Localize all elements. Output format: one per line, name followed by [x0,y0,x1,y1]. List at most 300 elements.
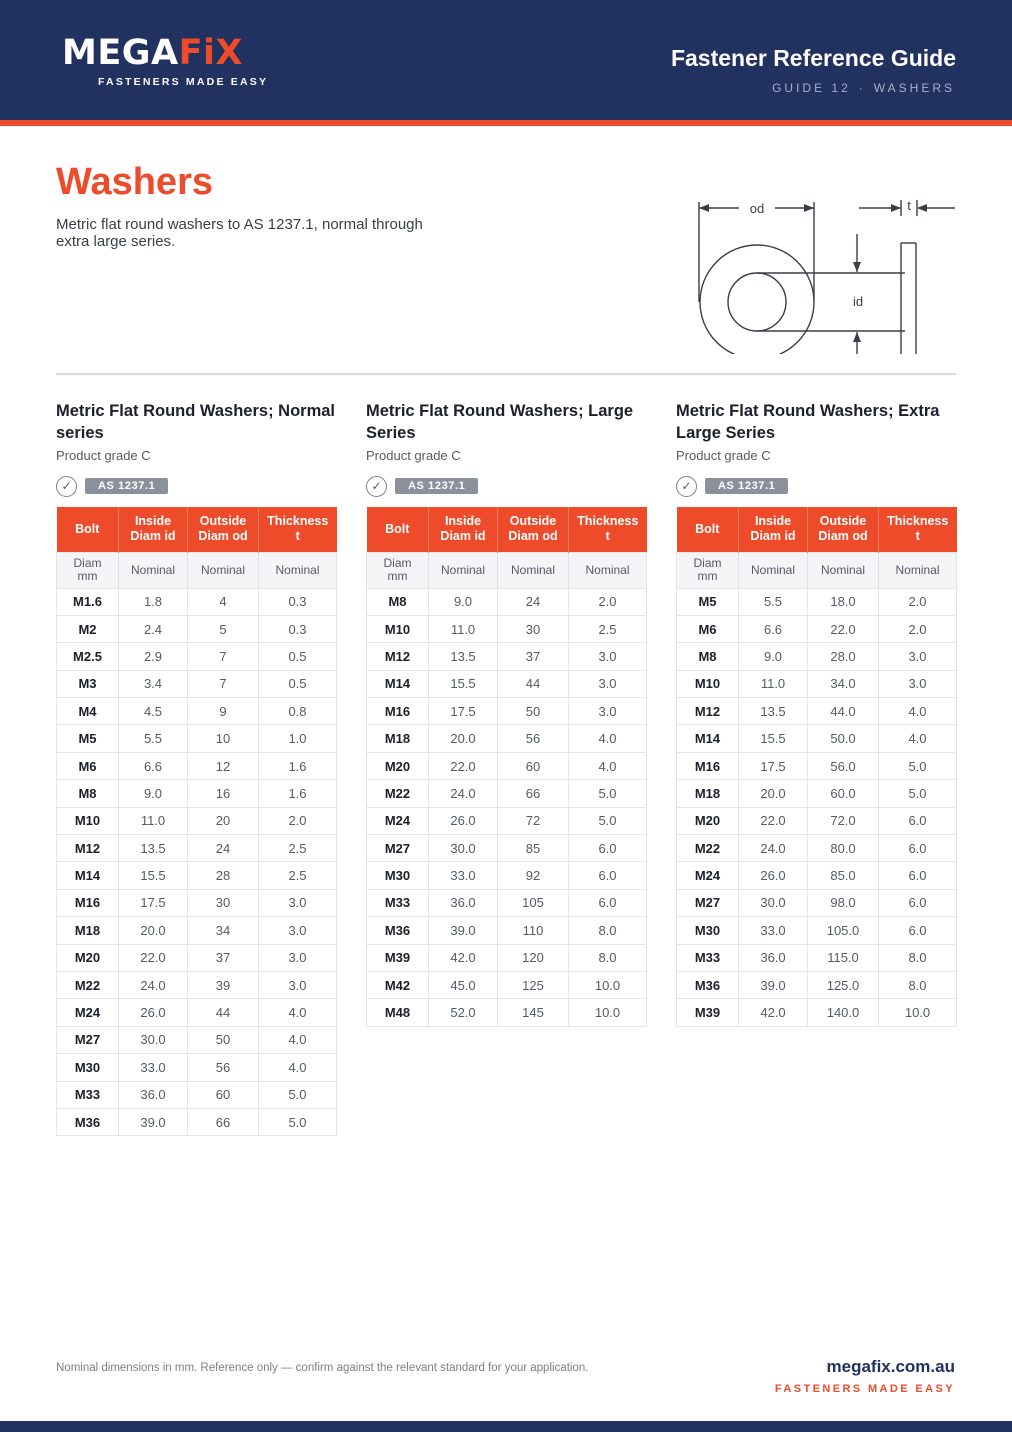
value-cell: 0.5 [259,670,337,697]
table-row [57,752,337,779]
column-header [739,507,808,552]
bolt-size-cell: M36 [57,1108,119,1135]
bolt-size-cell: M33 [57,1081,119,1108]
bolt-size-cell: M18 [677,780,739,807]
table-title: Metric Flat Round Washers; Normal series [56,402,336,442]
value-cell: 11.0 [119,807,188,834]
value-cell: 3.0 [259,917,337,944]
standard-badge: AS 1237.1 [705,478,788,494]
t-label: t [907,198,911,213]
value-cell: 98.0 [808,889,879,916]
table-row [57,862,337,889]
unit-line: Nominal [585,562,630,577]
bolt-size-cell: M6 [57,752,119,779]
value-cell: 30.0 [429,835,498,862]
value-cell: 6.0 [879,807,957,834]
column-header-line: t [915,529,920,544]
table-row [677,698,957,725]
value-cell: 34 [188,917,259,944]
unit-line: Nominal [275,562,320,577]
table-row [677,862,957,889]
od-label: od [749,201,765,216]
column-header-line: Thickness [577,514,639,529]
column-header-line: Inside [444,514,482,529]
value-cell: 37 [498,643,569,670]
value-cell: 1.6 [259,752,337,779]
value-cell: 36.0 [429,889,498,916]
standard-row [366,475,646,497]
value-cell: 105 [498,889,569,916]
table-row [367,670,647,697]
value-cell: 10.0 [569,999,647,1026]
value-cell: 66 [498,780,569,807]
unit-line: Nominal [440,562,485,577]
unit-line: Nominal [130,562,175,577]
footer-bar [0,1421,1012,1432]
value-cell: 80.0 [808,835,879,862]
normal-series-table [56,507,337,1136]
value-cell: 6.0 [879,889,957,916]
bolt-size-cell: M6 [677,615,739,642]
table-title: Metric Flat Round Washers; Extra Large Series [676,402,940,442]
value-cell: 9.0 [429,588,498,615]
unit-line: Diam [73,556,102,570]
value-cell: 36.0 [119,1081,188,1108]
column-header-line: Bolt [75,521,100,536]
table-row [57,1108,337,1135]
bolt-size-cell: M2 [57,615,119,642]
value-cell: 145 [498,999,569,1026]
table-row [677,588,957,615]
value-cell: 44 [188,999,259,1026]
value-cell: 2.0 [879,615,957,642]
column-header [119,507,188,552]
value-cell: 125 [498,971,569,998]
table-row [367,725,647,752]
bolt-size-cell: M22 [367,780,429,807]
product-grade: Product grade C [56,448,151,463]
value-cell: 56 [188,1054,259,1081]
bolt-size-cell: M24 [367,807,429,834]
bolt-size-cell: M10 [367,615,429,642]
value-cell: 24 [498,588,569,615]
unit-line: mm [77,569,98,583]
bolt-size-cell: M33 [677,944,739,971]
value-cell: 3.0 [569,643,647,670]
unit-cell [188,552,259,588]
bolt-size-cell: M12 [367,643,429,670]
column-header-line: Outside [819,514,867,529]
table-row [367,588,647,615]
footer-note: Nominal dimensions in mm. Reference only — confirm against the relevant standard for your application. [56,1362,589,1374]
unit-cell [498,552,569,588]
unit-cell [259,552,337,588]
value-cell: 34.0 [808,670,879,697]
unit-line: Nominal [200,562,245,577]
table-row [367,807,647,834]
product-grade: Product grade C [676,448,771,463]
guide-number: GUIDE 12 [772,81,851,95]
column-header-line: Thickness [887,514,949,529]
value-cell: 5.0 [569,780,647,807]
logo-wordmark [62,34,268,72]
table-row [57,944,337,971]
value-cell: 13.5 [739,698,808,725]
value-cell: 4.0 [569,752,647,779]
bolt-size-cell: M22 [677,835,739,862]
table-row [57,971,337,998]
guide-separator: · [858,81,866,95]
value-cell: 60 [498,752,569,779]
bolt-size-cell: M24 [57,999,119,1026]
value-cell: 30.0 [119,1026,188,1053]
value-cell: 9.0 [119,780,188,807]
od-arrow-left [699,204,709,212]
table-row [677,670,957,697]
table-row [677,835,957,862]
value-cell: 42.0 [739,999,808,1026]
bolt-size-cell: M27 [367,835,429,862]
unit-cell [367,552,429,588]
table-row [677,725,957,752]
unit-cell [739,552,808,588]
section-divider [56,373,956,375]
value-cell: 33.0 [429,862,498,889]
value-cell: 6.6 [119,752,188,779]
washer-inner-circle [728,273,786,331]
unit-line: mm [697,569,718,583]
unit-line: Nominal [895,562,940,577]
large-series-table [366,507,647,1027]
value-cell: 4.0 [259,1026,337,1053]
standard-badge: AS 1237.1 [85,478,168,494]
table-row [57,698,337,725]
table-row [57,780,337,807]
bolt-size-cell: M14 [57,862,119,889]
value-cell: 11.0 [429,615,498,642]
table-row [57,835,337,862]
value-cell: 22.0 [429,752,498,779]
bolt-size-cell: M36 [677,971,739,998]
column-header [367,507,429,552]
bolt-size-cell: M48 [367,999,429,1026]
value-cell: 5.0 [259,1081,337,1108]
value-cell: 9 [188,698,259,725]
bolt-size-cell: M1.6 [57,588,119,615]
value-cell: 15.5 [429,670,498,697]
bolt-size-cell: M16 [367,698,429,725]
value-cell: 8.0 [569,944,647,971]
bolt-size-cell: M8 [367,588,429,615]
table-row [57,615,337,642]
table-row [57,807,337,834]
value-cell: 4.0 [259,1054,337,1081]
value-cell: 33.0 [739,917,808,944]
value-cell: 10.0 [879,999,957,1026]
bolt-size-cell: M3 [57,670,119,697]
table-row [677,889,957,916]
column-header-line: t [605,529,610,544]
bolt-size-cell: M18 [367,725,429,752]
bolt-size-cell: M30 [367,862,429,889]
table-row [677,807,957,834]
column-header-line: Bolt [385,521,410,536]
value-cell: 20 [188,807,259,834]
value-cell: 45.0 [429,971,498,998]
value-cell: 22.0 [808,615,879,642]
value-cell: 39.0 [739,971,808,998]
unit-line: Nominal [820,562,865,577]
value-cell: 2.4 [119,615,188,642]
footer-website-link[interactable]: megafix.com.au [826,1357,955,1376]
table-row [57,588,337,615]
table-row [367,889,647,916]
bolt-size-cell: M8 [57,780,119,807]
check-circle-icon: ✓ [366,476,387,497]
bolt-size-cell: M10 [57,807,119,834]
t-arrow-left [891,204,901,212]
value-cell: 4 [188,588,259,615]
page-description: Metric flat round washers to AS 1237.1, normal through extra large series. [56,216,423,250]
value-cell: 3.0 [569,670,647,697]
value-cell: 26.0 [119,999,188,1026]
unit-line: Diam [383,556,412,570]
header-row [677,507,957,552]
footer-tagline: FASTENERS MADE EASY [774,1383,955,1395]
table-row [677,780,957,807]
column-header-line: Outside [199,514,247,529]
value-cell: 52.0 [429,999,498,1026]
value-cell: 5.0 [879,752,957,779]
table-row [367,971,647,998]
value-cell: 50 [188,1026,259,1053]
value-cell: 24 [188,835,259,862]
unit-cell [429,552,498,588]
megafix-logo[interactable] [62,34,268,88]
column-header-line: Thickness [267,514,329,529]
value-cell: 2.5 [259,862,337,889]
bolt-size-cell: M18 [57,917,119,944]
table-row [367,999,647,1026]
value-cell: 6.0 [569,835,647,862]
table-row [57,917,337,944]
value-cell: 22.0 [739,807,808,834]
value-cell: 2.0 [879,588,957,615]
standard-row [56,475,336,497]
column-header-line: Bolt [695,521,720,536]
value-cell: 20.0 [429,725,498,752]
value-cell: 39.0 [119,1108,188,1135]
bolt-size-cell: M8 [677,643,739,670]
bolt-size-cell: M42 [367,971,429,998]
value-cell: 60.0 [808,780,879,807]
value-cell: 26.0 [739,862,808,889]
value-cell: 1.6 [259,780,337,807]
table-row [57,1054,337,1081]
value-cell: 5.5 [739,588,808,615]
value-cell: 2.5 [259,835,337,862]
table-row [367,698,647,725]
value-cell: 56 [498,725,569,752]
units-row [57,552,337,588]
value-cell: 1.8 [119,588,188,615]
value-cell: 18.0 [808,588,879,615]
value-cell: 15.5 [739,725,808,752]
header-row [57,507,337,552]
value-cell: 42.0 [429,944,498,971]
logo-tagline: FASTENERS MADE EASY [98,76,269,88]
check-circle-icon: ✓ [676,476,697,497]
value-cell: 5 [188,615,259,642]
bolt-size-cell: M36 [367,917,429,944]
value-cell: 20.0 [739,780,808,807]
value-cell: 10 [188,725,259,752]
column-header [188,507,259,552]
bolt-size-cell: M20 [677,807,739,834]
value-cell: 26.0 [429,807,498,834]
value-cell: 24.0 [429,780,498,807]
table-row [57,1026,337,1053]
value-cell: 6.6 [739,615,808,642]
unit-cell [569,552,647,588]
bolt-size-cell: M4 [57,698,119,725]
value-cell: 17.5 [739,752,808,779]
check-circle-icon: ✓ [56,476,77,497]
value-cell: 39.0 [429,917,498,944]
value-cell: 3.0 [569,698,647,725]
value-cell: 10.0 [569,971,647,998]
column-header [677,507,739,552]
value-cell: 24.0 [739,835,808,862]
value-cell: 5.0 [879,780,957,807]
bolt-size-cell: M30 [57,1054,119,1081]
table-row [677,752,957,779]
value-cell: 66 [188,1108,259,1135]
value-cell: 2.5 [569,615,647,642]
value-cell: 17.5 [429,698,498,725]
logo-word-part2: FiX [178,33,243,73]
value-cell: 39 [188,971,259,998]
value-cell: 4.0 [879,725,957,752]
column-header-line: Diam od [198,529,248,544]
value-cell: 0.5 [259,643,337,670]
header-accent-stripe [0,120,1012,126]
washer-diagram [693,192,959,358]
column-header-line: Diam id [440,529,486,544]
table-row [367,615,647,642]
value-cell: 20.0 [119,917,188,944]
guide-section: WASHERS [873,81,955,95]
value-cell: 5.0 [259,1108,337,1135]
bolt-size-cell: M16 [677,752,739,779]
value-cell: 4.0 [259,999,337,1026]
value-cell: 60 [188,1081,259,1108]
value-cell: 36.0 [739,944,808,971]
value-cell: 30 [498,615,569,642]
value-cell: 13.5 [119,835,188,862]
value-cell: 17.5 [119,889,188,916]
value-cell: 105.0 [808,917,879,944]
column-header [808,507,879,552]
bolt-size-cell: M14 [677,725,739,752]
value-cell: 50 [498,698,569,725]
units-row [367,552,647,588]
value-cell: 0.3 [259,615,337,642]
value-cell: 3.0 [879,643,957,670]
column-header-line: Diam od [508,529,558,544]
column-header-line: Inside [754,514,792,529]
table-row [677,971,957,998]
table-row [57,643,337,670]
table-row [367,917,647,944]
standard-row [676,475,956,497]
header-row [367,507,647,552]
value-cell: 30.0 [739,889,808,916]
value-cell: 6.0 [569,889,647,916]
column-header-line: t [295,529,300,544]
value-cell: 3.0 [259,971,337,998]
value-cell: 33.0 [119,1054,188,1081]
value-cell: 5.0 [569,807,647,834]
normal-series-section [56,400,336,1136]
extra-large-series-table [676,507,957,1027]
extra-large-series-section [676,400,956,1027]
unit-cell [119,552,188,588]
value-cell: 6.0 [879,862,957,889]
table-row [57,999,337,1026]
unit-cell [57,552,119,588]
table-row [57,670,337,697]
value-cell: 4.0 [569,725,647,752]
value-cell: 120 [498,944,569,971]
id-label: id [852,294,864,309]
table-row [367,835,647,862]
large-series-section [366,400,646,1027]
value-cell: 6.0 [879,835,957,862]
bolt-size-cell: M33 [367,889,429,916]
value-cell: 3.4 [119,670,188,697]
value-cell: 22.0 [119,944,188,971]
unit-line: mm [387,569,408,583]
bolt-size-cell: M12 [57,835,119,862]
value-cell: 85 [498,835,569,862]
table-row [367,643,647,670]
value-cell: 6.0 [879,917,957,944]
bolt-size-cell: M22 [57,971,119,998]
value-cell: 110 [498,917,569,944]
column-header-line: Inside [134,514,172,529]
id-arrow-bottom [853,332,861,342]
od-arrow-right [804,204,814,212]
table-row [57,725,337,752]
washer-outer-circle [700,245,814,358]
page-title: Washers [56,161,213,203]
guide-subtitle [772,81,955,95]
bolt-size-cell: M27 [57,1026,119,1053]
value-cell: 1.0 [259,725,337,752]
table-row [677,999,957,1026]
column-header-line: Diam od [818,529,868,544]
value-cell: 56.0 [808,752,879,779]
bolt-size-cell: M14 [367,670,429,697]
bolt-size-cell: M2.5 [57,643,119,670]
value-cell: 2.0 [569,588,647,615]
column-header-line: Diam id [130,529,176,544]
column-header [569,507,647,552]
value-cell: 3.0 [259,944,337,971]
t-arrow-right [917,204,927,212]
bolt-size-cell: M10 [677,670,739,697]
